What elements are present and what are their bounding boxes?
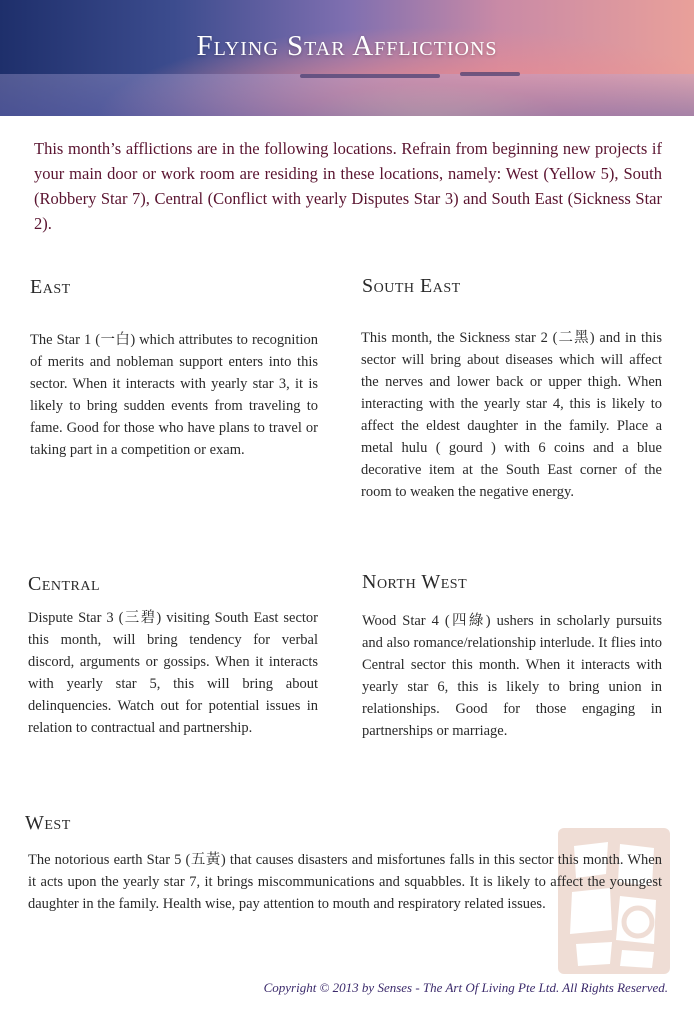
intro-paragraph: This month’s afflictions are in the following locations. Refrain from beginning new projects if your main door or work room are residing in these locations, namely: West (Yellow 5), South (Robbery Star 7), Central (Conflict with yearly Disputes Star 3) and South East (Sickness Star 2). bbox=[34, 139, 662, 233]
banner-island bbox=[300, 74, 440, 78]
page-title: Flying Star Afflictions bbox=[196, 30, 498, 62]
header-banner bbox=[0, 0, 694, 116]
central-title: Central bbox=[28, 573, 101, 595]
east-title: East bbox=[30, 276, 71, 298]
central-text: Dispute Star 3 (三碧) visiting South East sector this month, will bring tendency for verbal discord, arguments or gossips. When it interacts with yearly star 5, this will bring about delinquencies. Watch out for potential issues in relation to contractual and partnership. bbox=[28, 610, 318, 736]
banner-island-small bbox=[460, 72, 520, 76]
banner-sea bbox=[0, 74, 694, 116]
copyright-notice: Copyright © 2013 by Senses - The Art Of Living Pte Ltd. All Rights Reserved. bbox=[263, 980, 668, 995]
north-west-text: Wood Star 4 (四綠) ushers in scholarly pursuits and also romance/relationship interlude. It flies into Central sector this month. When it interacts with yearly star 6, this is likely to bring union in relationships. Good for those engaging in partnerships or marriage. bbox=[362, 613, 662, 739]
north-west-title: North West bbox=[362, 571, 468, 593]
east-text: The Star 1 (一白) which attributes to recognition of merits and nobleman support enters into this sector. When it interacts with yearly star 3, it is likely to bring sudden events from traveling to fame. Good for those who have plans to travel or taking part in a competition or exam. bbox=[30, 332, 318, 458]
south-east-title: South East bbox=[362, 275, 461, 297]
west-text: The notorious earth Star 5 (五黃) that causes disasters and misfortunes falls in this sector this month. When it acts upon the yearly star 7, it brings miscommunications and squabbles. It is likely to affect the youngest daughter in the family. Health wise, pay attention to mouth and respiratory related issues. bbox=[28, 852, 662, 912]
west-title: West bbox=[25, 812, 71, 834]
south-east-text: This month, the Sickness star 2 (二黑) and in this sector will bring about diseases which will affect the nerves and lower back or upper thigh. When interacting with the yearly star 4, this is likely to affect the eldest daughter in the family. Place a metal hulu ( gourd ) with 6 coins and a blue decorative item at the South East corner of the room to weaken the negative energy. bbox=[361, 330, 662, 500]
